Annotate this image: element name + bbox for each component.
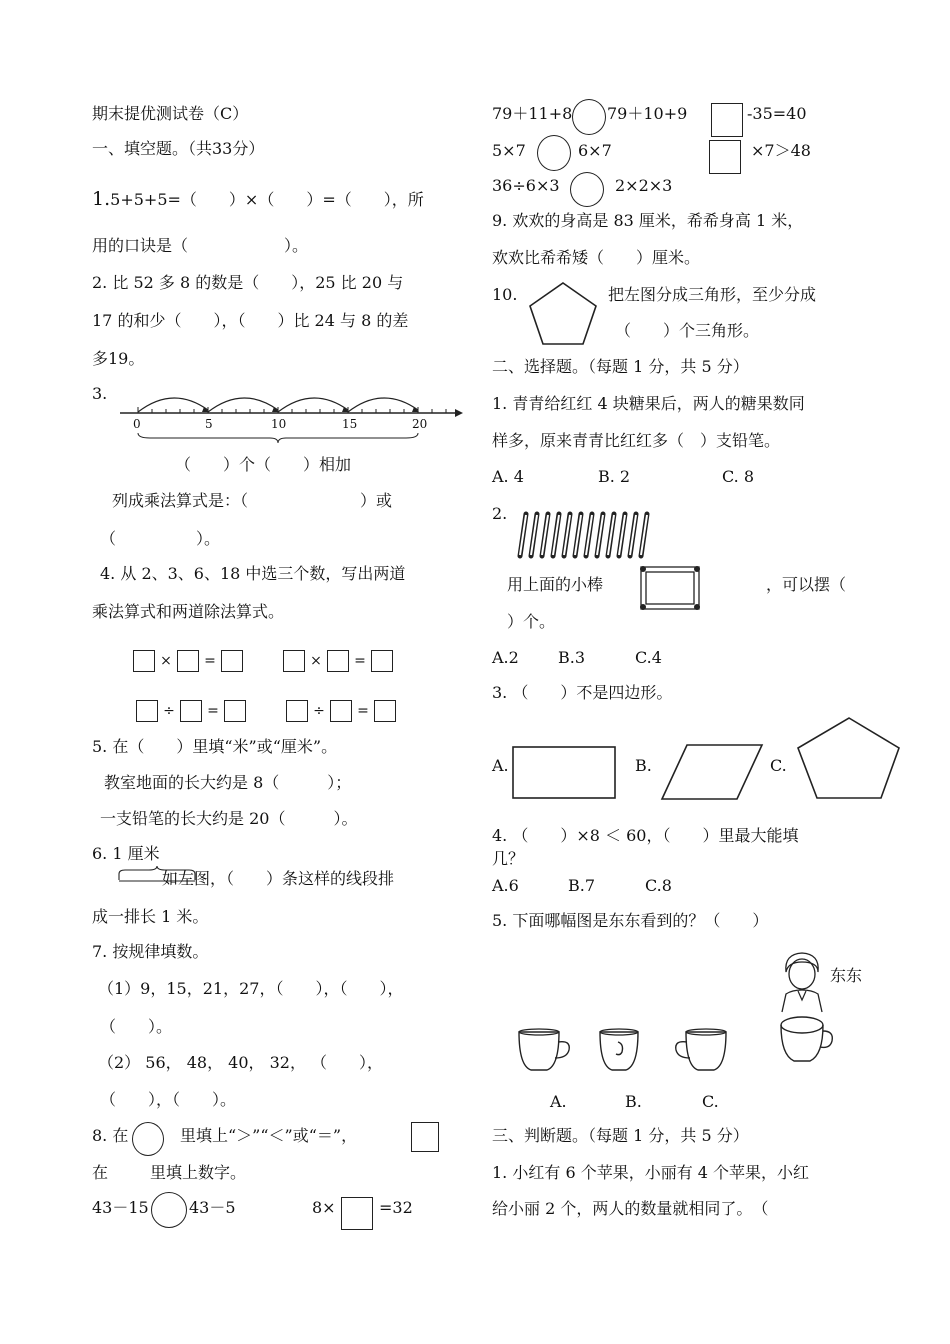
s2q4-line2: 几？ <box>492 849 525 868</box>
fill-box-sample <box>411 1122 439 1152</box>
q4-line2: 乘法算式和两道除法算式。 <box>92 602 285 621</box>
q8-expr-e-left: 5×7 <box>492 141 526 160</box>
equals-sign: = <box>207 703 219 719</box>
divide-sign: ÷ <box>163 703 175 719</box>
s2q5-option-b: B. <box>625 1092 642 1111</box>
s2q2-option-a: A.2 <box>492 648 519 667</box>
person-name-label: 东东 <box>830 966 863 985</box>
answer-box[interactable] <box>221 650 243 672</box>
s2q2-line2: ）个。 <box>507 612 556 631</box>
q8-expr-a-right: 43－5 <box>189 1198 236 1217</box>
times-sign: × <box>310 653 322 669</box>
q3-line2: （ ）。 <box>100 529 221 548</box>
q4-mul-equation-2 <box>283 650 393 672</box>
rectangle-figure <box>512 746 617 800</box>
q3-number: 3. <box>92 384 108 403</box>
s2q4-line1: 4. （ ）×8 ＜ 60，（ ）里最大能填 <box>492 826 799 845</box>
q1-number: 1. <box>92 188 111 210</box>
answer-box[interactable] <box>283 650 305 672</box>
s2q4-option-b: B.7 <box>568 876 596 895</box>
answer-box[interactable] <box>330 700 352 722</box>
q8-line2: 里填上数字。 <box>150 1163 247 1182</box>
q10-line1: 把左图分成三角形，至少分成 <box>608 285 817 304</box>
parallelogram-figure <box>660 743 765 801</box>
tick-label-10: 10 <box>271 417 287 431</box>
q8-line2-prefix: 在 <box>92 1163 109 1182</box>
s2q2-number: 2. <box>492 504 508 523</box>
q8-expr-b-right: =32 <box>379 1198 413 1217</box>
compare-circle-sample <box>132 1122 164 1156</box>
s2q4-option-c: C.8 <box>645 876 672 895</box>
cup-a-figure <box>515 1026 575 1076</box>
times-sign: × <box>160 653 172 669</box>
s2q1-option-b: B. 2 <box>598 467 631 486</box>
answer-box[interactable] <box>371 650 393 672</box>
s2q1-option-a: A. 4 <box>492 467 524 486</box>
s2q1-line2: 样多，原来青青比红红多（ ）支铅笔。 <box>492 431 781 450</box>
q8-expr-c-right: 79＋10+9 <box>607 104 688 123</box>
q5-line2: 教室地面的长大约是 8（ ）； <box>104 773 352 792</box>
page-title: 期末提优测试卷（C） <box>92 104 249 123</box>
answer-box[interactable] <box>177 650 199 672</box>
s2q2-option-c: C.4 <box>635 648 662 667</box>
tick-label-5: 5 <box>205 417 213 431</box>
equals-sign: = <box>357 703 369 719</box>
s3q1-line2: 给小丽 2 个，两人的数量就相同了。 （ <box>492 1199 769 1218</box>
q8-instruction: 里填上“＞”“＜”或“＝”， <box>180 1126 358 1145</box>
equals-sign: = <box>354 653 366 669</box>
sticks-figure <box>512 510 662 562</box>
answer-box[interactable] <box>374 700 396 722</box>
answer-box[interactable] <box>286 700 308 722</box>
section2-heading: 二、选择题。（每题 1 分，共 5 分） <box>492 357 749 376</box>
s2q5-line1: 5. 下面哪幅图是东东看到的？（ ） <box>492 911 769 930</box>
s2q5-option-a: A. <box>550 1092 567 1111</box>
q1-line1 <box>92 190 424 209</box>
q1-line2: 用的口诀是（ ）。 <box>92 236 309 255</box>
q6-line1: 6. 1 厘米 <box>92 844 160 863</box>
q10-number: 10. <box>492 285 518 304</box>
section1-heading: 一、填空题。（共33分） <box>92 139 265 158</box>
q10-line2: （ ）个三角形。 <box>615 321 760 340</box>
compare-circle[interactable] <box>570 172 604 207</box>
pentagon-figure <box>527 280 599 348</box>
q8-expr-d: -35=40 <box>747 104 807 123</box>
s2q2-line1-b: ，可以摆（ <box>766 575 847 594</box>
answer-box[interactable] <box>224 700 246 722</box>
fill-box[interactable] <box>709 140 741 174</box>
answer-box[interactable] <box>180 700 202 722</box>
q6-line2: 如左图，（ ）条这样的线段排 <box>162 869 395 888</box>
q9-line1: 9. 欢欢的身高是 83 厘米，希希身高 1 米， <box>492 211 804 230</box>
tick-label-0: 0 <box>133 417 141 431</box>
answer-box[interactable] <box>136 700 158 722</box>
q2-line3: 多19。 <box>92 349 145 368</box>
section3-heading: 三、判断题。（每题 1 分，共 5 分） <box>492 1126 749 1145</box>
q6-line3: 成一排长 1 米。 <box>92 907 209 926</box>
q8-expr-e-right: 6×7 <box>578 141 612 160</box>
pentagon-option-figure <box>795 716 903 800</box>
child-figure <box>778 950 826 1014</box>
s2q1-line1: 1. 青青给红红 4 块糖果后，两人的糖果数同 <box>492 394 805 413</box>
q4-line1: 4. 从 2、3、6、18 中选三个数，写出两道 <box>100 564 406 583</box>
s2q3-line1: 3. （ ）不是四边形。 <box>492 683 673 702</box>
q8-label: 8. 在 <box>92 1126 129 1145</box>
q3-line1: 列成乘法算式是：（ ）或 <box>112 491 393 510</box>
tick-label-15: 15 <box>342 417 358 431</box>
equals-sign: = <box>204 653 216 669</box>
stick-square-figure <box>637 563 703 613</box>
s2q4-option-a: A.6 <box>492 876 519 895</box>
fill-box[interactable] <box>711 103 743 137</box>
q5-line3: 一支铅笔的长大约是 20（ ）。 <box>100 809 358 828</box>
q8-expr-g-right: 2×2×3 <box>615 176 673 195</box>
q1-expression: 5+5+5 <box>110 190 168 209</box>
q1-blanks: =（ ）×（ ）=（ ），所 <box>167 190 424 209</box>
q7-line4: （2） 56， 48， 40， 32， （ ）， <box>98 1053 384 1072</box>
q8-expr-c-left: 79＋11+8 <box>492 104 573 123</box>
q3-brace-text: （ ）个（ ）相加 <box>175 455 352 474</box>
fill-box[interactable] <box>341 1197 373 1230</box>
q8-expr-g-left: 36÷6×3 <box>492 176 560 195</box>
q2-line2: 17 的和少（ ），（ ）比 24 与 8 的差 <box>92 311 409 330</box>
s2q3-option-b: B. <box>635 756 652 775</box>
q8-expr-f: ×7＞48 <box>751 141 811 160</box>
cup-c-figure <box>672 1026 736 1076</box>
s2q2-line1-a: 用上面的小棒 <box>507 575 604 594</box>
q9-line2: 欢欢比希希矮（ ）厘米。 <box>492 248 701 267</box>
s2q3-option-a: A. <box>492 756 509 775</box>
compare-circle[interactable] <box>151 1192 187 1228</box>
divide-sign: ÷ <box>313 703 325 719</box>
q7-line2: （1）9，15，21，27，（ ），（ ）， <box>98 979 404 998</box>
cup-dongdong-figure <box>778 1015 836 1065</box>
q4-mul-equation-1 <box>133 650 243 672</box>
q7-line3: （ ）。 <box>100 1017 173 1036</box>
q8-expr-b-left: 8× <box>312 1198 336 1217</box>
s2q5-option-c: C. <box>702 1092 719 1111</box>
q4-div-equation-1 <box>136 700 246 722</box>
answer-box[interactable] <box>133 650 155 672</box>
tick-label-20: 20 <box>412 417 428 431</box>
q7-line1: 7. 按规律填数。 <box>92 942 209 961</box>
answer-box[interactable] <box>327 650 349 672</box>
q4-div-equation-2 <box>286 700 396 722</box>
s2q3-option-c: C. <box>770 756 787 775</box>
q2-line1: 2. 比 52 多 8 的数是（ ），25 比 20 与 <box>92 273 404 292</box>
q8-expr-a-left: 43－15 <box>92 1198 149 1217</box>
cup-b-figure <box>596 1026 644 1076</box>
s3q1-line1: 1. 小红有 6 个苹果，小丽有 4 个苹果，小红 <box>492 1163 810 1182</box>
compare-circle[interactable] <box>537 135 571 171</box>
s2q2-option-b: B.3 <box>558 648 586 667</box>
q5-line1: 5. 在（ ）里填“米”或“厘米”。 <box>92 737 338 756</box>
s2q1-option-c: C. 8 <box>722 467 755 486</box>
q7-line5: （ ），（ ）。 <box>100 1090 237 1109</box>
compare-circle[interactable] <box>572 99 606 135</box>
